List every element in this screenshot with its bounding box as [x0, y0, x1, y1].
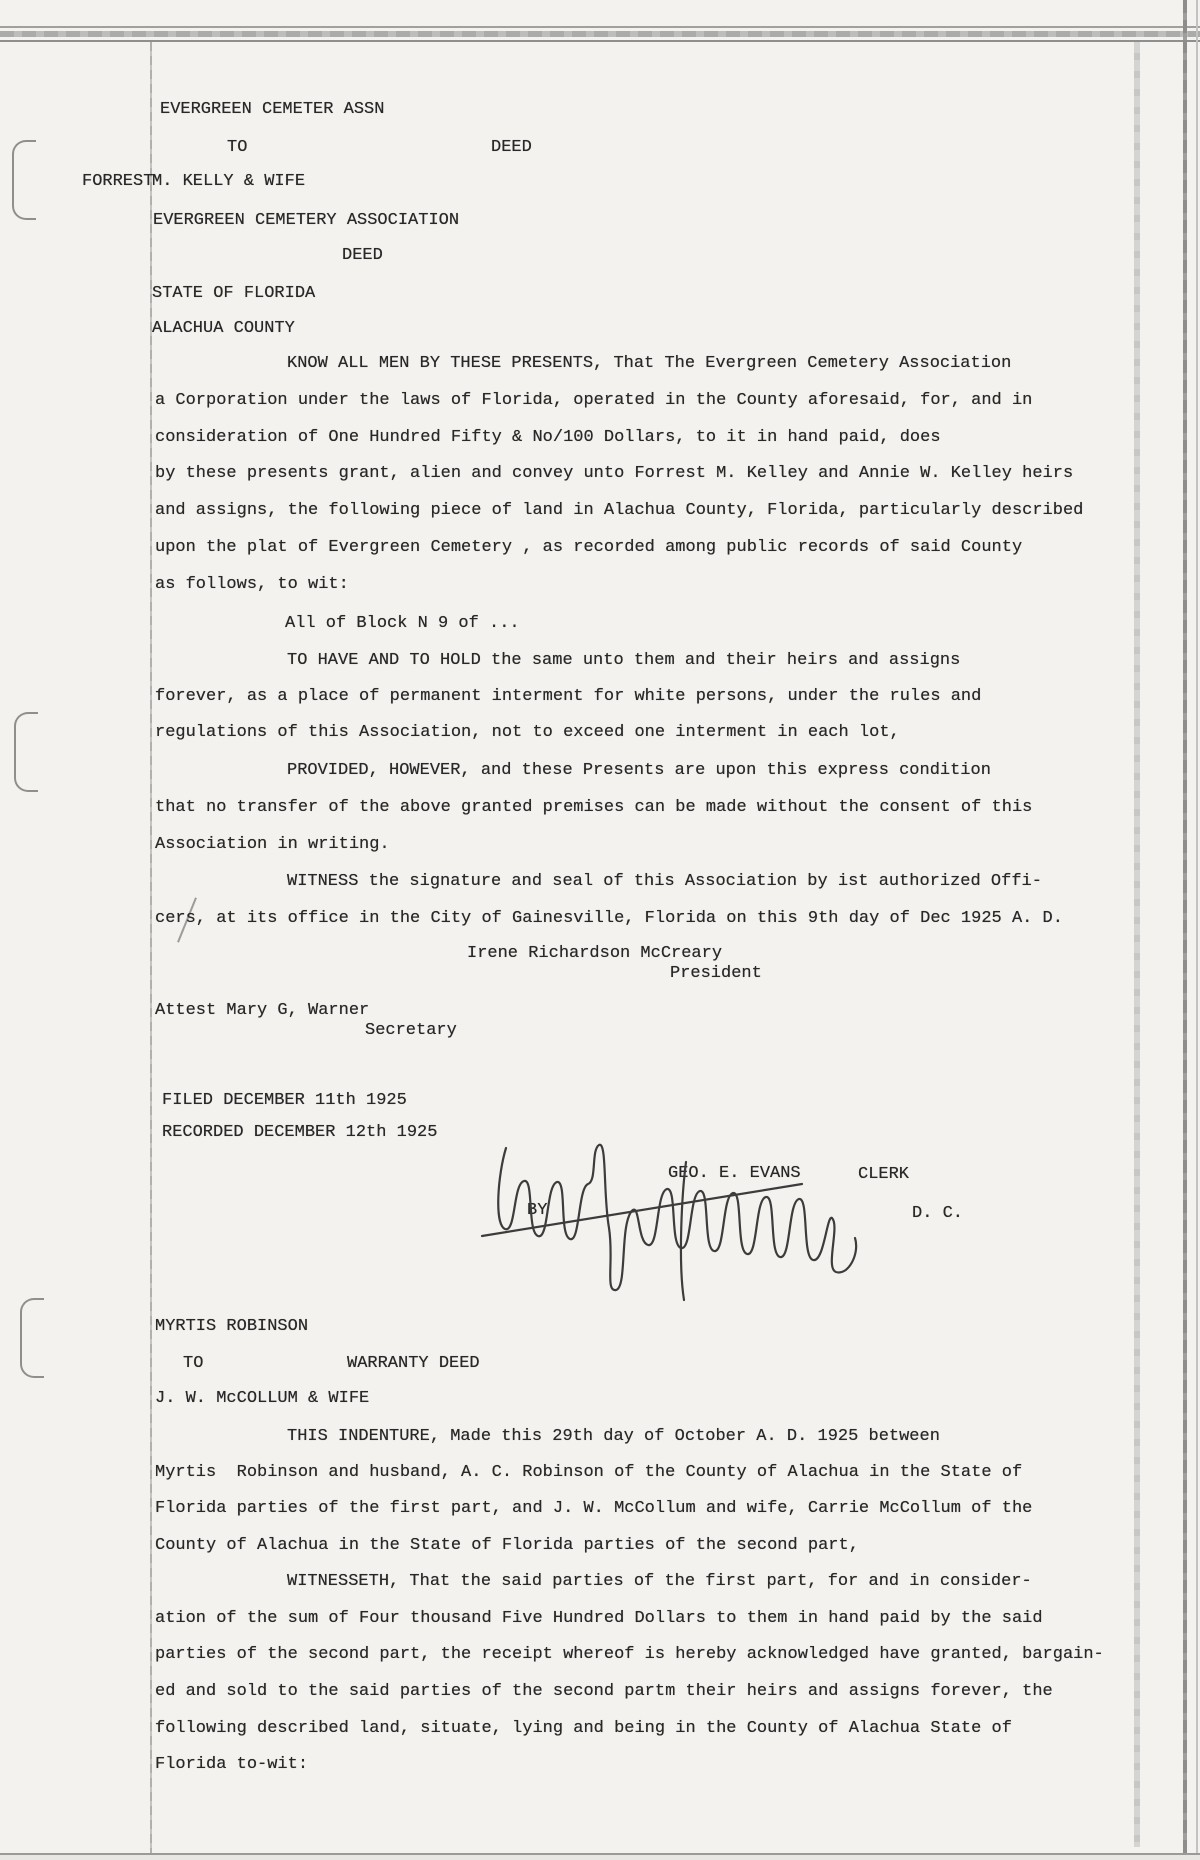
deed-text-line: THIS INDENTURE, Made this 29th day of October A. D. 1925 between — [287, 1427, 940, 1446]
record2-to-label: TO — [183, 1354, 204, 1373]
top-rule-line-2 — [0, 40, 1200, 42]
deed-text-line: by these presents grant, alien and convey unto Forrest M. Kelley and Annie W. Kelley heirs — [155, 464, 1074, 483]
president-signature-name: Irene Richardson McCreary — [467, 944, 723, 963]
record1-deed-heading: DEED — [342, 246, 383, 265]
deed-text-line: County of Alachua in the State of Florida parties of the second part, — [155, 1536, 859, 1555]
deed-text-line: Florida to-wit: — [155, 1755, 309, 1774]
record1-to-label: TO — [227, 138, 248, 157]
president-title: President — [670, 964, 762, 983]
clerk-title: CLERK — [858, 1165, 910, 1184]
deed-text-line: TO HAVE AND TO HOLD the same unto them and their heirs and assigns — [287, 651, 961, 670]
deed-text-line: ed and sold to the said parties of the second partm their heirs and assigns forever, the — [155, 1682, 1053, 1701]
record1-org-name: EVERGREEN CEMETERY ASSOCIATION — [153, 211, 460, 230]
deputy-clerk-label: D. C. — [912, 1204, 964, 1223]
deed-text-line: parties of the second part, the receipt whereof is hereby acknowledged have granted, bargain- — [155, 1645, 1104, 1664]
record2-grantee: J. W. McCOLLUM & WIFE — [155, 1389, 370, 1408]
deed-text-line: PROVIDED, HOWEVER, and these Presents are upon this express condition — [287, 761, 991, 780]
secretary-title: Secretary — [365, 1021, 457, 1040]
record1-grantee-margin-word: FORREST — [82, 172, 154, 191]
deed-text-line: regulations of this Association, not to exceed one interment in each lot, — [155, 723, 900, 742]
deed-text-line: that no transfer of the above granted premises can be made without the consent of this — [155, 798, 1033, 817]
clerk-handwritten-signature — [470, 1132, 890, 1310]
record1-grantor: EVERGREEN CEMETER ASSN — [160, 100, 385, 119]
filed-date-line: FILED DECEMBER 11th 1925 — [162, 1091, 407, 1110]
record2-doc-type: WARRANTY DEED — [347, 1354, 480, 1373]
deed-text-line: upon the plat of Evergreen Cemetery , as recorded among public records of said County — [155, 538, 1023, 557]
deed-text-line: following described land, situate, lying and being in the County of Alachua State of — [155, 1719, 1012, 1738]
deed-text-line: Florida parties of the first part, and J. W. McCollum and wife, Carrie McCollum of the — [155, 1499, 1033, 1518]
top-rule-line — [0, 26, 1200, 28]
deed-text-line: and assigns, the following piece of land in Alachua County, Florida, particularly described — [155, 501, 1084, 520]
record1-county-line: ALACHUA COUNTY — [152, 319, 295, 338]
deed-text-line: cers, at its office in the City of Gainesville, Florida on this 9th day of Dec 1925 A. D. — [155, 909, 1063, 928]
deed-text-line: Myrtis Robinson and husband, A. C. Robinson of the County of Alachua in the State of — [155, 1463, 1023, 1482]
record2-grantor: MYRTIS ROBINSON — [155, 1317, 309, 1336]
deed-text-line: WITNESSETH, That the said parties of the first part, for and in consider- — [287, 1572, 1032, 1591]
clerk-name: GEO. E. EVANS — [668, 1164, 801, 1183]
record1-doc-type: DEED — [491, 138, 532, 157]
deed-text-line: as follows, to wit: — [155, 575, 349, 594]
right-edge-line — [1196, 0, 1198, 1860]
by-label: BY — [527, 1201, 548, 1220]
deed-text-line: forever, as a place of permanent interment for white persons, under the rules and — [155, 687, 982, 706]
right-margin-band — [1134, 42, 1140, 1847]
attest-line: Attest Mary G, Warner — [155, 1001, 370, 1020]
right-edge-rule — [1183, 0, 1187, 1860]
deed-text-line: consideration of One Hundred Fifty & No/100 Dollars, to it in hand paid, does — [155, 428, 941, 447]
binder-hole-middle — [14, 712, 38, 792]
recorded-date-line: RECORDED DECEMBER 12th 1925 — [162, 1123, 438, 1142]
left-margin-rule — [150, 42, 152, 1855]
deed-legal-description: All of Block N 9 of ... — [285, 614, 520, 633]
binder-hole-bottom — [20, 1298, 44, 1378]
deed-text-line: KNOW ALL MEN BY THESE PRESENTS, That The Evergreen Cemetery Association — [287, 354, 1012, 373]
bottom-strip — [0, 1855, 1200, 1860]
record1-grantee: M. KELLY & WIFE — [152, 172, 306, 191]
top-rule-band — [0, 31, 1200, 37]
deed-text-line: WITNESS the signature and seal of this Association by ist authorized Offi- — [287, 872, 1042, 891]
deed-text-line: a Corporation under the laws of Florida, operated in the County aforesaid, for, and in — [155, 391, 1033, 410]
binder-hole-top — [12, 140, 36, 220]
deed-text-line: ation of the sum of Four thousand Five Hundred Dollars to them in hand paid by the said — [155, 1609, 1043, 1628]
record1-state-line: STATE OF FLORIDA — [152, 284, 316, 303]
deed-text-line: Association in writing. — [155, 835, 390, 854]
